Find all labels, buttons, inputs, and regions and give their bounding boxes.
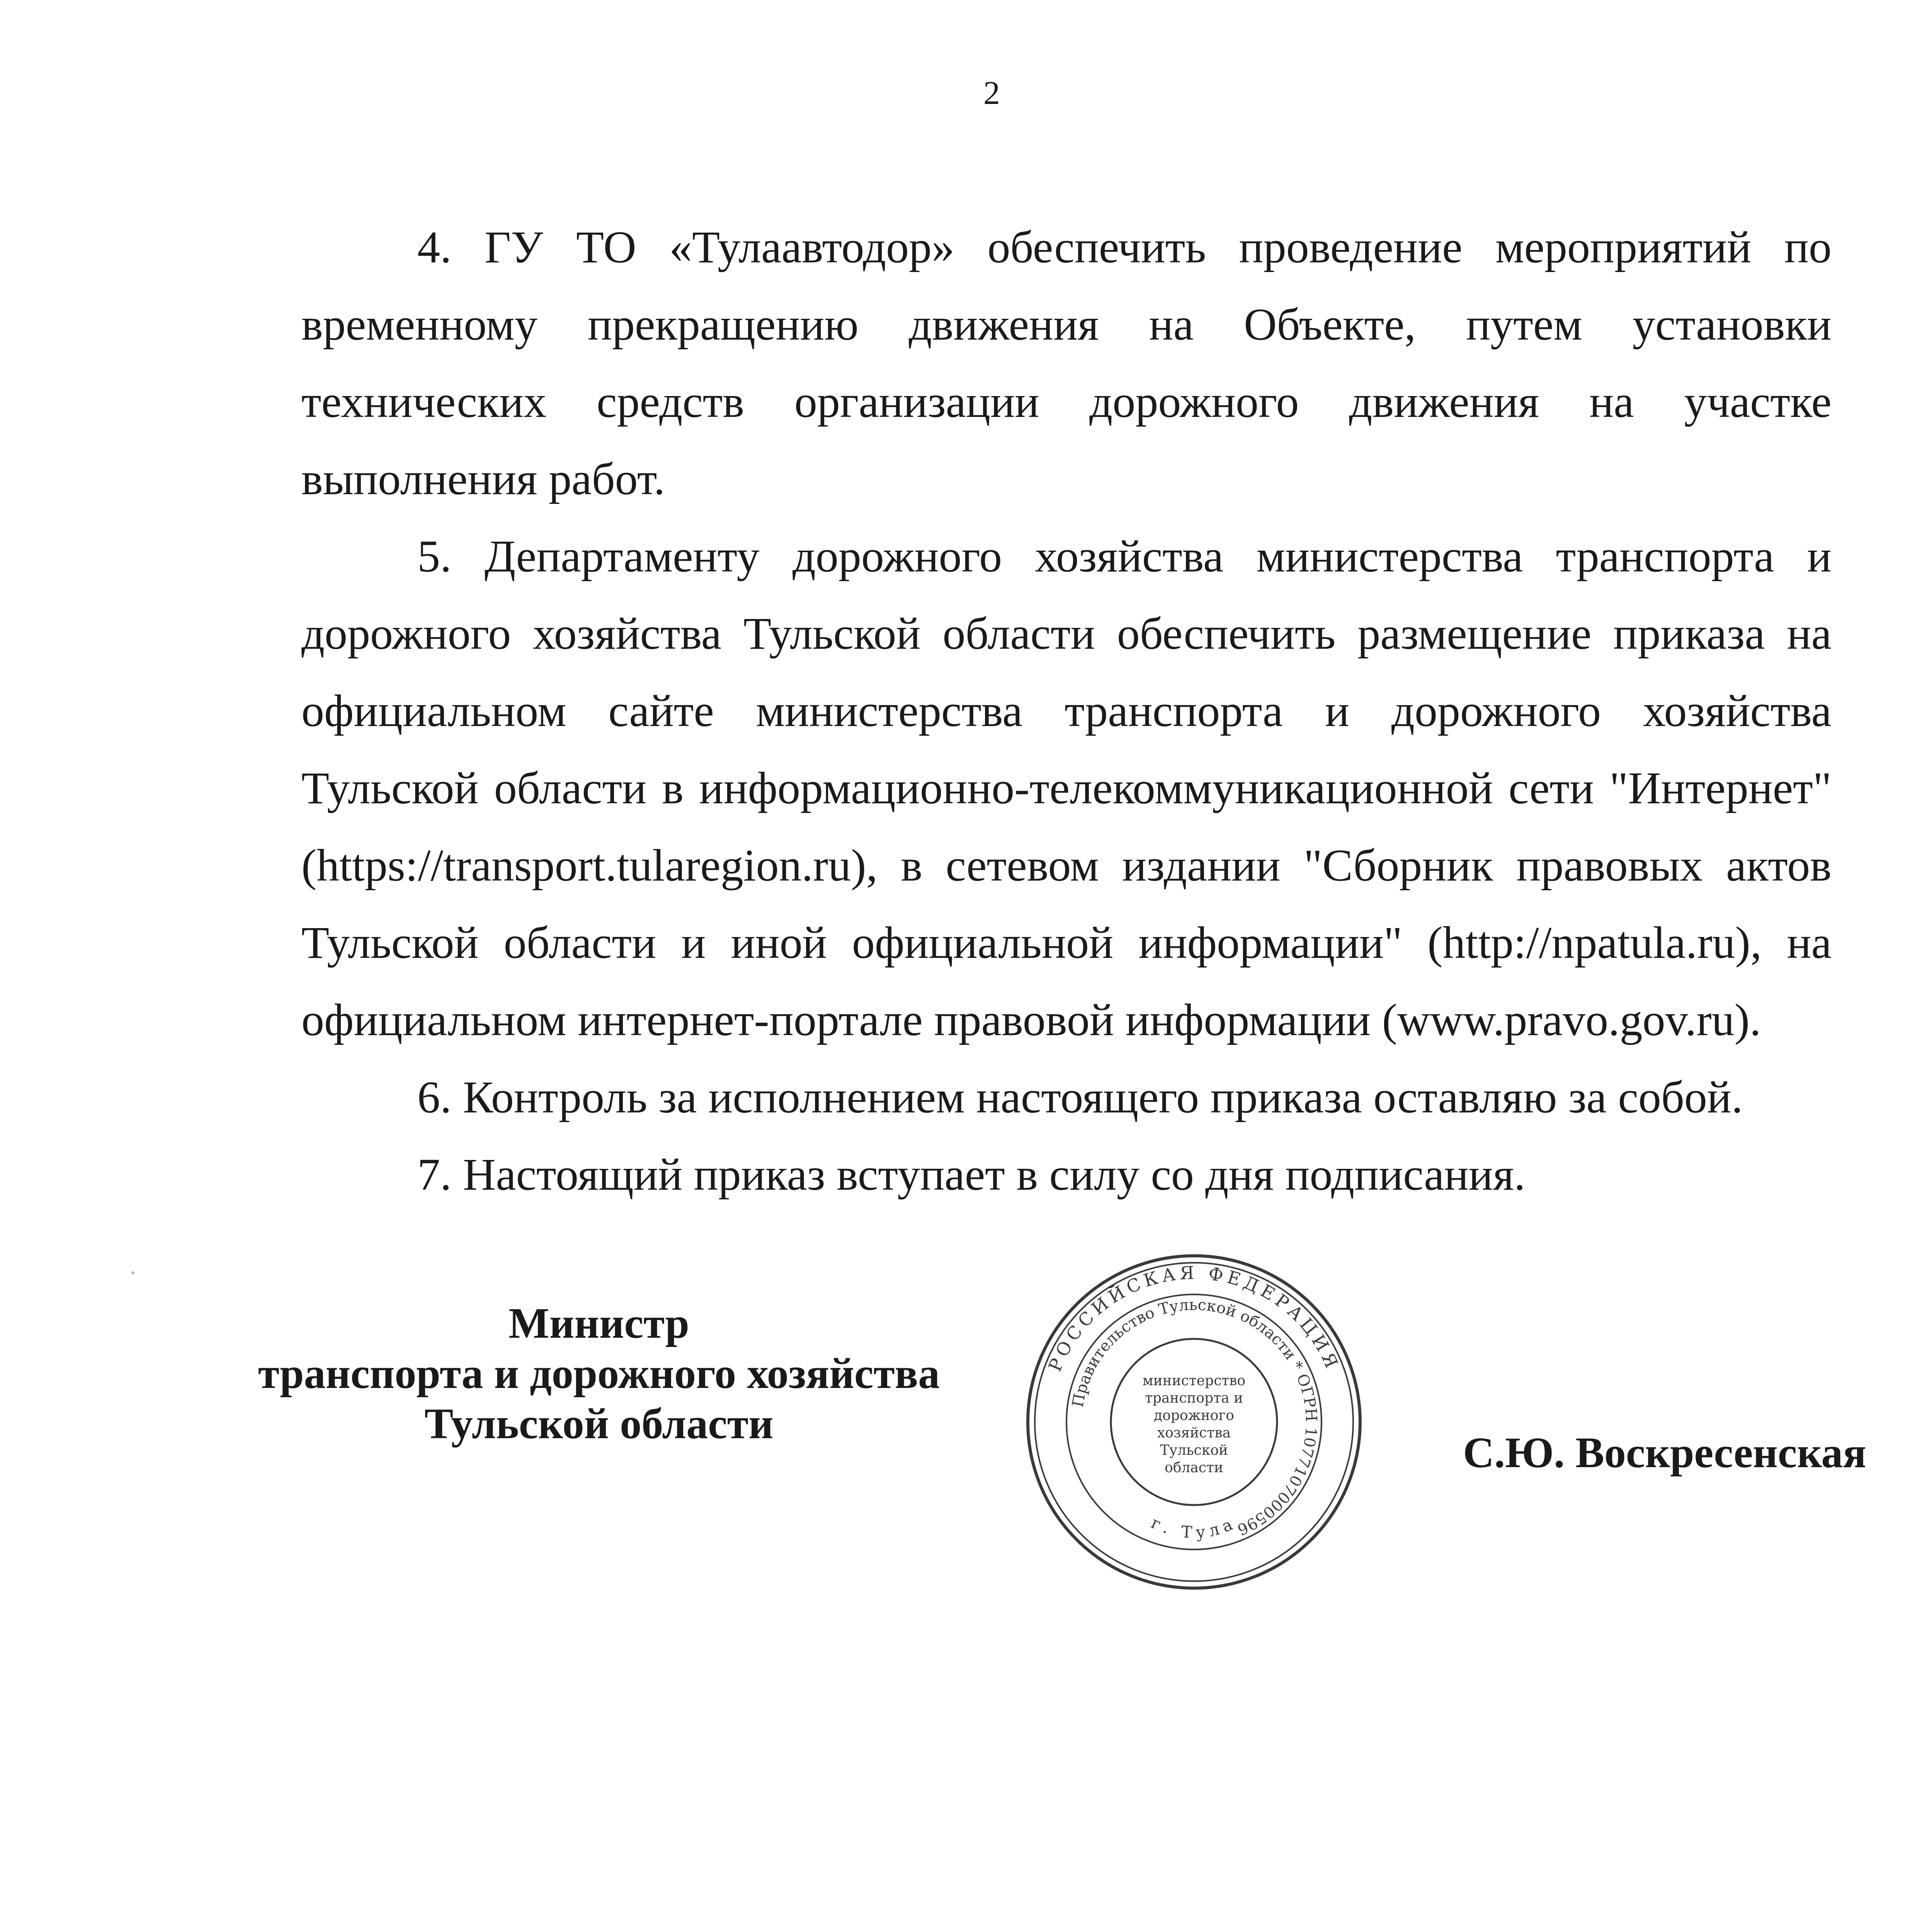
signature-position-block <box>232 1298 966 1449</box>
seal-middle-text: Правительство Тульской области * ОГРН 1077107000596 <box>1069 1296 1320 1539</box>
seal-center-line-5: Тульской <box>1160 1442 1228 1458</box>
position-ministry: транспорта и дорожного хозяйства <box>258 1350 940 1398</box>
position-region: Тульской области <box>424 1400 774 1448</box>
official-seal <box>1020 1248 1368 1596</box>
seal-center-line-4: хозяйства <box>1157 1425 1231 1441</box>
signatory-name: С.Ю. Воскресенская <box>1463 1429 1866 1477</box>
document-body <box>301 209 1832 1213</box>
seal-center-line-2: транспорта и <box>1145 1390 1243 1406</box>
position-title: Министр <box>509 1299 689 1347</box>
paragraph-item-5: 5. Департаменту дорожного хозяйства министерства транспорта и дорожного хозяйства Тульской области обеспечить размещение приказа на официальном сайте министерства транспорта и дорожного хозяйства Тульской области в информационно-телекоммуникационной сети "Интернет" (https://transport.tularegion.ru), в сетевом издании "Сборник правовых актов Тульской области и иной официальной информации" (http://npatula.ru), на официальном интернет-портале правовой информации (www.pravo.gov.ru). <box>301 531 1832 1045</box>
seal-center-line-1: министерство <box>1142 1373 1246 1389</box>
paragraph-item-7: 7. Настоящий приказ вступает в силу со дня подписания. <box>417 1149 1526 1200</box>
seal-center-line-6: области <box>1165 1460 1223 1476</box>
paragraph-item-4: 4. ГУ ТО «Тулаавтодор» обеспечить проведение мероприятий по временному прекращению движения на Объекте, путем установки технических средств организации дорожного движения на участке выполнения работ. <box>301 222 1832 504</box>
seal-outer-text: РОССИЙСКАЯ ФЕДЕРАЦИЯ <box>1044 1262 1344 1375</box>
seal-bottom-text: г. Тула <box>1148 1513 1240 1542</box>
paragraph-item-6: 6. Контроль за исполнением настоящего приказа оставляю за собой. <box>417 1072 1743 1122</box>
page-number: 2 <box>983 74 1000 111</box>
scan-speck <box>131 1271 134 1274</box>
seal-graphic <box>1020 1248 1368 1596</box>
seal-center-line-3: дорожного <box>1154 1408 1234 1423</box>
